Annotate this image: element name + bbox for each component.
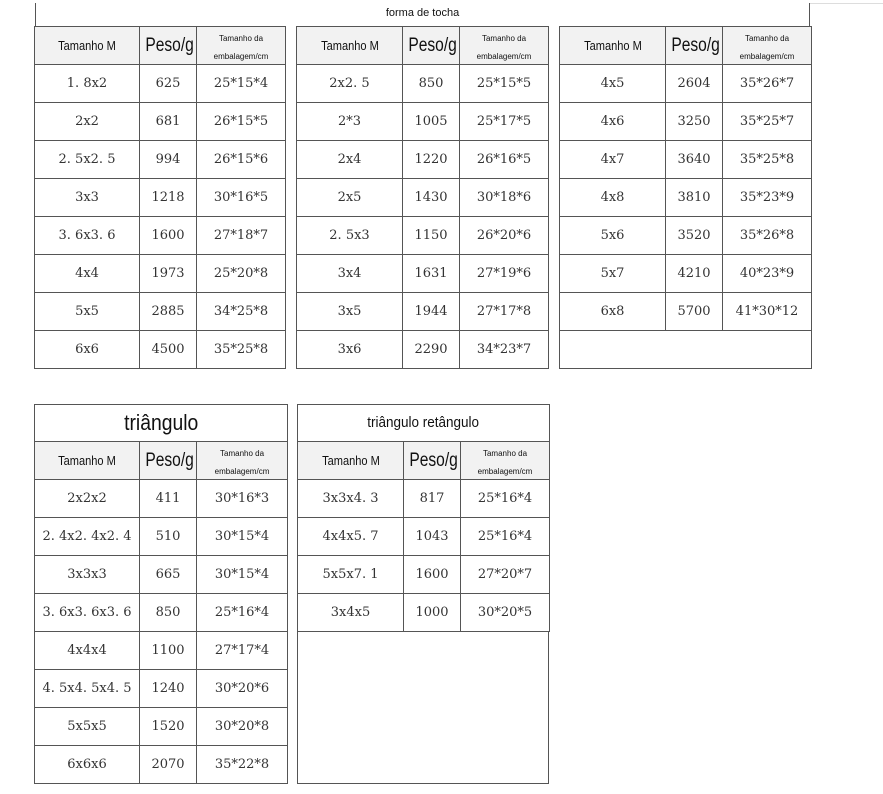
weight-cell: 1600 (140, 217, 197, 255)
triangle-title: triângulo (35, 405, 288, 442)
size-cell: 5x5x5 (35, 708, 140, 746)
size-cell: 2x2. 5 (297, 65, 403, 103)
size-cell: 2x2x2 (35, 480, 140, 518)
weight-cell: 4210 (666, 255, 723, 293)
weight-cell: 1100 (140, 632, 197, 670)
column-separator (549, 217, 560, 255)
table-row (298, 518, 550, 556)
size-cell: 2. 5x3 (297, 217, 403, 255)
header-size: Tamanho M (560, 27, 666, 65)
size-cell: 3x5 (297, 293, 403, 331)
weight-cell: 1150 (403, 217, 460, 255)
size-cell: 5x7 (560, 255, 666, 293)
package-cell: 30*20*5 (461, 594, 550, 632)
weight-cell: 1043 (404, 518, 461, 556)
package-cell: 30*20*8 (197, 708, 288, 746)
top-table-title: forma de tocha (35, 3, 810, 26)
size-cell: 3x6 (297, 331, 403, 369)
table-row (35, 480, 288, 518)
size-cell: 3x3x4. 3 (298, 480, 404, 518)
header-row (35, 27, 812, 65)
package-cell: 30*15*4 (197, 518, 288, 556)
weight-cell: 411 (140, 480, 197, 518)
package-cell: 26*15*5 (197, 103, 286, 141)
size-cell: 2x5 (297, 179, 403, 217)
weight-cell: 994 (140, 141, 197, 179)
size-cell: 4x8 (560, 179, 666, 217)
size-cell: 5x5x7. 1 (298, 556, 404, 594)
weight-cell: 1600 (404, 556, 461, 594)
header-package-size: Tamanho da embalagem/cm (197, 442, 288, 480)
package-cell: 25*16*4 (461, 518, 550, 556)
weight-cell: 1000 (404, 594, 461, 632)
column-separator (549, 141, 560, 179)
table-row (35, 556, 288, 594)
header-package-size: Tamanho da embalagem/cm (461, 442, 550, 480)
package-cell: 30*15*4 (197, 556, 288, 594)
weight-cell: 665 (140, 556, 197, 594)
header-weight: Peso/g (140, 442, 197, 480)
column-separator (286, 217, 297, 255)
size-cell: 6x6 (35, 331, 140, 369)
size-cell: 3x4x5 (298, 594, 404, 632)
size-cell: 2. 4x2. 4x2. 4 (35, 518, 140, 556)
table-row (35, 632, 288, 670)
table-row (35, 103, 812, 141)
size-cell: 3x3x3 (35, 556, 140, 594)
weight-cell: 4500 (140, 331, 197, 369)
package-cell: 26*15*6 (197, 141, 286, 179)
package-cell: 30*16*5 (197, 179, 286, 217)
weight-cell: 1631 (403, 255, 460, 293)
package-cell: 27*18*7 (197, 217, 286, 255)
table-row (35, 594, 288, 632)
column-separator (549, 293, 560, 331)
table-row (35, 746, 288, 784)
size-cell: 4x6 (560, 103, 666, 141)
size-cell: 4x7 (560, 141, 666, 179)
header-package-size: Tamanho da embalagem/cm (197, 27, 286, 65)
package-cell: 30*16*3 (197, 480, 288, 518)
header-weight: Peso/g (403, 27, 460, 65)
header-size: Tamanho M (297, 27, 403, 65)
package-cell: 26*16*5 (460, 141, 549, 179)
size-cell: 4. 5x4. 5x4. 5 (35, 670, 140, 708)
weight-cell: 2604 (666, 65, 723, 103)
column-separator (549, 103, 560, 141)
package-cell: 41*30*12 (723, 293, 812, 331)
torch-shape-table (34, 26, 812, 369)
weight-cell: 1430 (403, 179, 460, 217)
header-row (298, 442, 550, 480)
weight-cell: 681 (140, 103, 197, 141)
weight-cell: 1220 (403, 141, 460, 179)
table-row (35, 518, 288, 556)
table-row (35, 141, 812, 179)
size-cell: 3. 6x3. 6x3. 6 (35, 594, 140, 632)
weight-cell: 850 (403, 65, 460, 103)
weight-cell: 1973 (140, 255, 197, 293)
table-row (298, 556, 550, 594)
weight-cell: 1005 (403, 103, 460, 141)
column-separator (549, 27, 560, 65)
table-row (298, 480, 550, 518)
size-cell: 3. 6x3. 6 (35, 217, 140, 255)
package-cell: 25*20*8 (197, 255, 286, 293)
package-cell: 34*25*8 (197, 293, 286, 331)
triangle-table (34, 404, 288, 784)
table-row (35, 331, 812, 369)
weight-cell: 2885 (140, 293, 197, 331)
column-separator (286, 65, 297, 103)
table-row (35, 708, 288, 746)
table-row (35, 217, 812, 255)
table-row (298, 594, 550, 632)
package-cell: 25*15*4 (197, 65, 286, 103)
right-triangle-empty-area (297, 632, 549, 784)
header-size: Tamanho M (298, 442, 404, 480)
weight-cell: 2070 (140, 746, 197, 784)
package-cell: 40*23*9 (723, 255, 812, 293)
size-cell: 6x6x6 (35, 746, 140, 784)
size-cell: 1. 8x2 (35, 65, 140, 103)
size-cell: 2*3 (297, 103, 403, 141)
weight-cell: 3810 (666, 179, 723, 217)
table-row (35, 670, 288, 708)
package-cell: 35*23*9 (723, 179, 812, 217)
weight-cell: 5700 (666, 293, 723, 331)
column-separator (286, 293, 297, 331)
weight-cell: 2290 (403, 331, 460, 369)
size-cell: 6x8 (560, 293, 666, 331)
right-triangle-title: triângulo retângulo (298, 405, 550, 442)
header-size: Tamanho M (35, 27, 140, 65)
header-weight: Peso/g (666, 27, 723, 65)
weight-cell: 817 (404, 480, 461, 518)
column-separator (549, 331, 560, 369)
column-separator (286, 255, 297, 293)
header-size: Tamanho M (35, 442, 140, 480)
package-cell: 25*16*4 (197, 594, 288, 632)
package-cell: 35*25*8 (197, 331, 286, 369)
package-cell: 35*22*8 (197, 746, 288, 784)
package-cell: 35*26*7 (723, 65, 812, 103)
weight-cell: 1944 (403, 293, 460, 331)
column-separator (286, 331, 297, 369)
column-separator (286, 27, 297, 65)
size-cell: 4x4 (35, 255, 140, 293)
weight-cell: 510 (140, 518, 197, 556)
table-row (35, 255, 812, 293)
column-separator (286, 141, 297, 179)
package-cell: 35*25*7 (723, 103, 812, 141)
weight-cell: 1240 (140, 670, 197, 708)
size-cell: 3x3 (35, 179, 140, 217)
column-separator (549, 179, 560, 217)
header-package-size: Tamanho da embalagem/cm (723, 27, 812, 65)
package-cell: 25*16*4 (461, 480, 550, 518)
size-cell: 2x4 (297, 141, 403, 179)
weight-cell: 1520 (140, 708, 197, 746)
table-row (35, 293, 812, 331)
package-cell: 27*19*6 (460, 255, 549, 293)
weight-cell: 1218 (140, 179, 197, 217)
package-cell: 34*23*7 (460, 331, 549, 369)
package-cell: 27*20*7 (461, 556, 550, 594)
empty-cell (560, 331, 812, 369)
weight-cell: 3250 (666, 103, 723, 141)
column-separator (286, 179, 297, 217)
size-cell: 5x6 (560, 217, 666, 255)
weight-cell: 850 (140, 594, 197, 632)
header-weight: Peso/g (404, 442, 461, 480)
column-separator (549, 65, 560, 103)
package-cell: 25*15*5 (460, 65, 549, 103)
size-cell: 4x4x5. 7 (298, 518, 404, 556)
package-cell: 26*20*6 (460, 217, 549, 255)
package-cell: 25*17*5 (460, 103, 549, 141)
right-triangle-table (297, 404, 550, 632)
package-cell: 30*20*6 (197, 670, 288, 708)
size-cell: 4x4x4 (35, 632, 140, 670)
size-cell: 4x5 (560, 65, 666, 103)
weight-cell: 3640 (666, 141, 723, 179)
size-cell: 3x4 (297, 255, 403, 293)
package-cell: 27*17*8 (460, 293, 549, 331)
header-weight: Peso/g (140, 27, 197, 65)
package-cell: 35*25*8 (723, 141, 812, 179)
size-cell: 2x2 (35, 103, 140, 141)
column-separator (286, 103, 297, 141)
header-package-size: Tamanho da embalagem/cm (460, 27, 549, 65)
header-row (35, 442, 288, 480)
table-row (35, 179, 812, 217)
size-cell: 2. 5x2. 5 (35, 141, 140, 179)
size-cell: 5x5 (35, 293, 140, 331)
package-cell: 35*26*8 (723, 217, 812, 255)
weight-cell: 625 (140, 65, 197, 103)
weight-cell: 3520 (666, 217, 723, 255)
package-cell: 27*17*4 (197, 632, 288, 670)
column-separator (549, 255, 560, 293)
package-cell: 30*18*6 (460, 179, 549, 217)
table-row (35, 65, 812, 103)
divider (810, 3, 883, 4)
